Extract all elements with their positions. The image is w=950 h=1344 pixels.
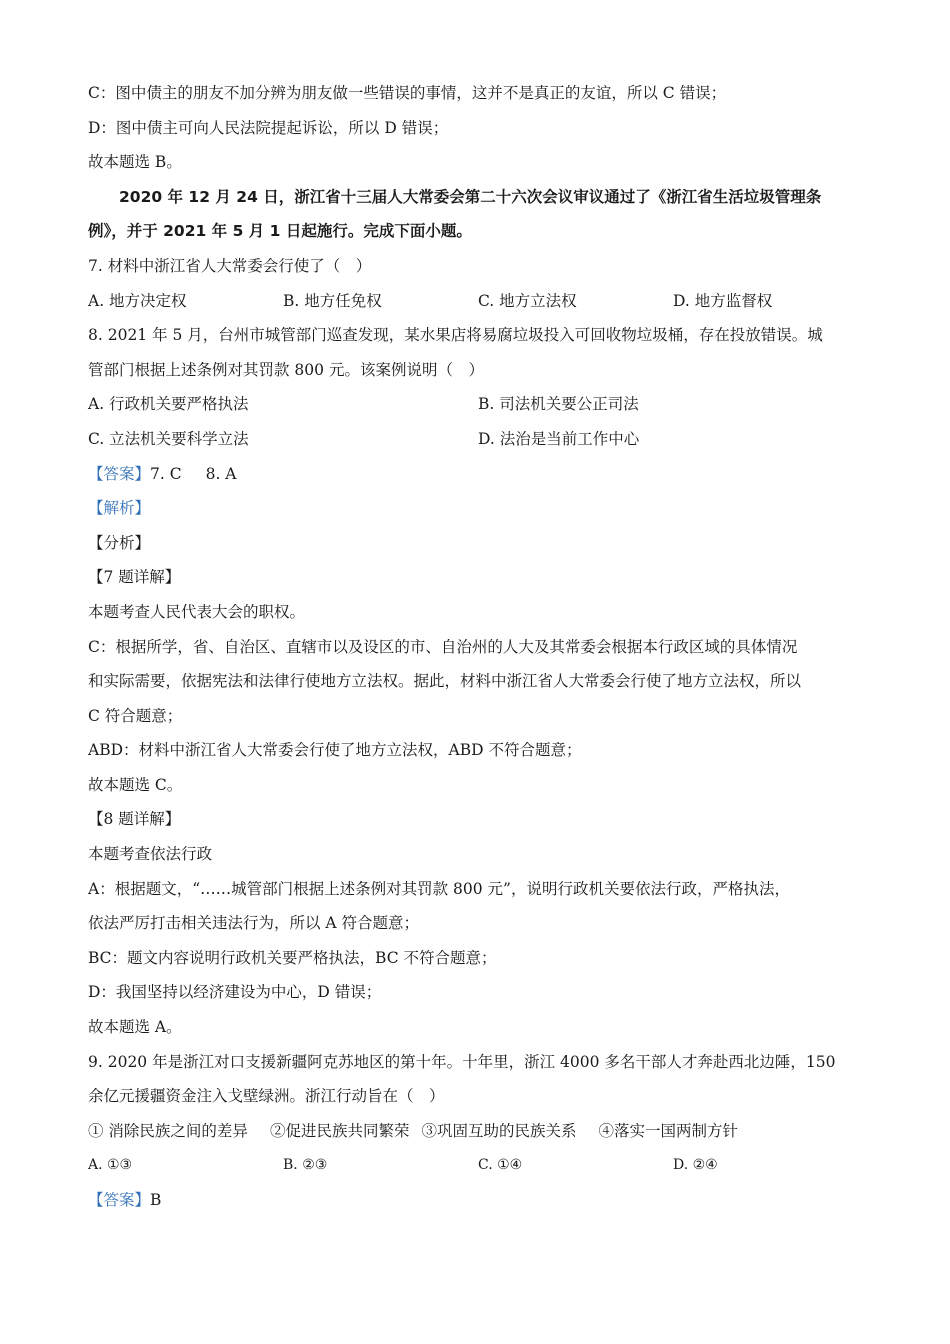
q9-statement-3: ③巩固互助的民族关系 xyxy=(421,1121,577,1140)
q7-detail-line-1: 本题考查人民代表大会的职权。 xyxy=(88,602,306,621)
q7-options xyxy=(88,284,868,319)
q9-statement-2: ②促进民族共同繁荣 xyxy=(269,1121,410,1140)
answer-7-8 xyxy=(88,457,868,492)
q7-option-b: B. 地方任免权 xyxy=(283,291,382,310)
answer-label: 【答案】 xyxy=(88,464,151,483)
answer-9-label: 【答案】 xyxy=(88,1191,151,1209)
passage-line-1: 2020 年 12 月 24 日，浙江省十三届人大常委会第二十六次会议审议通过了《浙江省生活垃圾管理条 xyxy=(119,187,822,206)
q9-option-c: C. ①④ xyxy=(478,1157,523,1174)
q6-conclusion: 故本题选 B。 xyxy=(88,153,182,172)
q8-detail-line-5: D：我国坚持以经济建设为中心，D 错误； xyxy=(88,983,382,1002)
q8-option-a: A. 行政机关要严格执法 xyxy=(88,395,249,414)
q7-detail-line-3: 和实际需要，依据宪法和法律行使地方立法权。据此，材料中浙江省人大常委会行使了地方立法权，所以 xyxy=(88,672,802,691)
q9-statements xyxy=(88,1114,868,1149)
q7-detail-title: 【7 题详解】 xyxy=(88,568,181,587)
q6-analysis-c: C：图中债主的朋友不加分辨为朋友做一些错误的事情，这并不是真正的友谊，所以 C 错误； xyxy=(88,84,727,102)
q9-statement-1: ① 消除民族之间的差异 xyxy=(88,1121,248,1140)
q6-analysis-d: D：图中债主可向人民法院提起诉讼，所以 D 错误； xyxy=(88,118,449,137)
q7-option-c: C. 地方立法权 xyxy=(478,291,577,310)
q8-detail-line-4: BC：题文内容说明行政机关要严格执法，BC 不符合题意； xyxy=(88,948,497,967)
q9-option-b: B. ②③ xyxy=(283,1157,328,1174)
fenxi-label: 【分析】 xyxy=(88,533,151,552)
q8-detail-line-6: 故本题选 A。 xyxy=(88,1018,182,1037)
jiexi-label: 【解析】 xyxy=(88,499,151,518)
q7-option-a: A. 地方决定权 xyxy=(88,291,187,310)
q7-stem: 7. 材料中浙江省人大常委会行使了（ ） xyxy=(88,256,372,275)
q9-options xyxy=(88,1148,868,1183)
q7-detail-line-5: ABD：材料中浙江省人大常委会行使了地方立法权，ABD 不符合题意； xyxy=(88,741,582,760)
answer-8: 8. A xyxy=(205,464,237,483)
q9-option-a: A. ①③ xyxy=(88,1157,133,1174)
q8-option-b: B. 司法机关要公正司法 xyxy=(478,395,639,414)
q8-stem-2: 管部门根据上述条例对其罚款 800 元。该案例说明（ ） xyxy=(88,360,484,379)
q8-options-row-2 xyxy=(88,422,868,457)
q9-statement-4: ④落实一国两制方针 xyxy=(598,1121,738,1140)
answer-9 xyxy=(88,1183,868,1218)
q8-stem-1: 8. 2021 年 5 月，台州市城管部门巡查发现，某水果店将易腐垃圾投入可回收物垃圾桶，存在投放错误。城 xyxy=(88,326,823,345)
q8-detail-title: 【8 题详解】 xyxy=(88,810,181,829)
q8-options-row-1 xyxy=(88,387,868,422)
q8-detail-line-2: A：根据题文，“……城管部门根据上述条例对其罚款 800 元”，说明行政机关要依法行政，严格执法， xyxy=(88,879,790,898)
q8-detail-line-1: 本题考查依法行政 xyxy=(88,845,213,864)
passage-line-2: 例》，并于 2021 年 5 月 1 日起施行。完成下面小题。 xyxy=(88,222,472,241)
q7-detail-line-4: C 符合题意； xyxy=(88,706,183,725)
q8-option-d: D. 法治是当前工作中心 xyxy=(478,429,640,448)
document-content xyxy=(88,76,868,1218)
q9-stem-1: 9. 2020 年是浙江对口支援新疆阿克苏地区的第十年。十年里，浙江 4000 多名干部人才奔赴西北边陲，150 xyxy=(88,1052,836,1071)
q7-option-d: D. 地方监督权 xyxy=(673,291,773,310)
q8-option-c: C. 立法机关要科学立法 xyxy=(88,429,249,448)
q7-detail-line-6: 故本题选 C。 xyxy=(88,775,183,794)
answer-7: 7. C xyxy=(150,464,182,483)
q9-stem-2: 余亿元援疆资金注入戈壁绿洲。浙江行动旨在（ ） xyxy=(88,1087,445,1106)
q8-detail-line-3: 依法严厉打击相关违法行为，所以 A 符合题意； xyxy=(88,914,420,933)
answer-9-value: B xyxy=(150,1191,162,1209)
q9-option-d: D. ②④ xyxy=(673,1157,718,1174)
q7-detail-line-2: C：根据所学，省、自治区、直辖市以及设区的市、自治州的人大及其常委会根据本行政区域的具体情况 xyxy=(88,637,798,656)
